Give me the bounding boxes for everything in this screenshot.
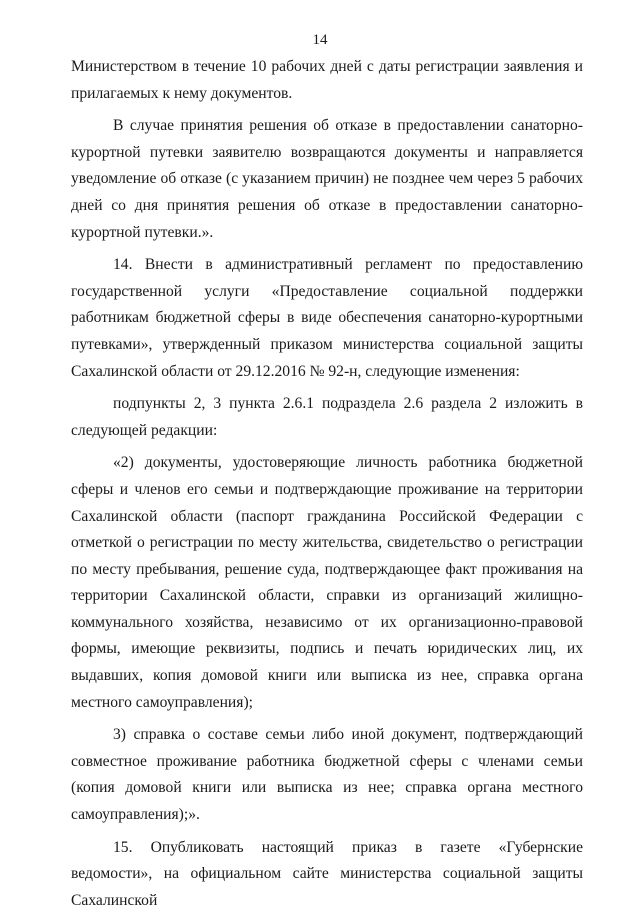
paragraph-refusal: В случае принятия решения об отказе в предоставлении санаторно-курортной путевки заявителю возвращаются документы и направляется уведомление об отказе (с указанием причин) не позднее чем через 5 рабочих дней со дня принятия решения об отказе в предоставлении санаторно-курортной путевки.». [71, 117, 583, 241]
paragraph-item-14: 14. Внести в административный регламент по предоставлению государственной услуги «Предоставление социальной поддержки работникам бюджетной сферы в виде обеспечения санаторно-курортными путевками», утвержденный приказом министерства социальной защиты Сахалинской области от 29.12.2016 № 92-н, следующие изменения: [71, 256, 583, 380]
paragraph-continuation: Министерством в течение 10 рабочих дней с даты регистрации заявления и прилагаемых к нему документов. [71, 58, 583, 102]
paragraph-subitem-2: «2) документы, удостоверяющие личность работника бюджетной сферы и членов его семьи и подтверждающие проживание на территории Сахалинской области (паспорт гражданина Российской Федерации с отметкой о регистрации по месту жительства, свидетельство о регистрации по месту пребывания, решение суда, подтверждающее факт проживания на территории Сахалинской области, справки из организаций жилищно-коммунального хозяйства, независимо от их организационно-правовой формы, имеющие реквизиты, подпись и печать юридических лиц, их выдавших, копия домовой книги или выписка из нее, справка органа местного самоуправления); [71, 454, 583, 711]
page-number: 14 [312, 32, 328, 48]
paragraph-subitem-3: 3) справка о составе семьи либо иной документ, подтверждающий совместное проживание работника бюджетной сферы с членами семьи (копия домовой книги или выписка из нее; справка органа местного самоуправления);». [71, 726, 583, 824]
paragraph-item-15: 15. Опубликовать настоящий приказ в газете «Губернские ведомости», на официальном сайте министерства социальной защиты Сахалинской [71, 838, 583, 909]
document-body [71, 54, 583, 914]
paragraph-subitems-intro: подпункты 2, 3 пункта 2.6.1 подраздела 2.6 раздела 2 изложить в следующей редакции: [71, 395, 583, 439]
